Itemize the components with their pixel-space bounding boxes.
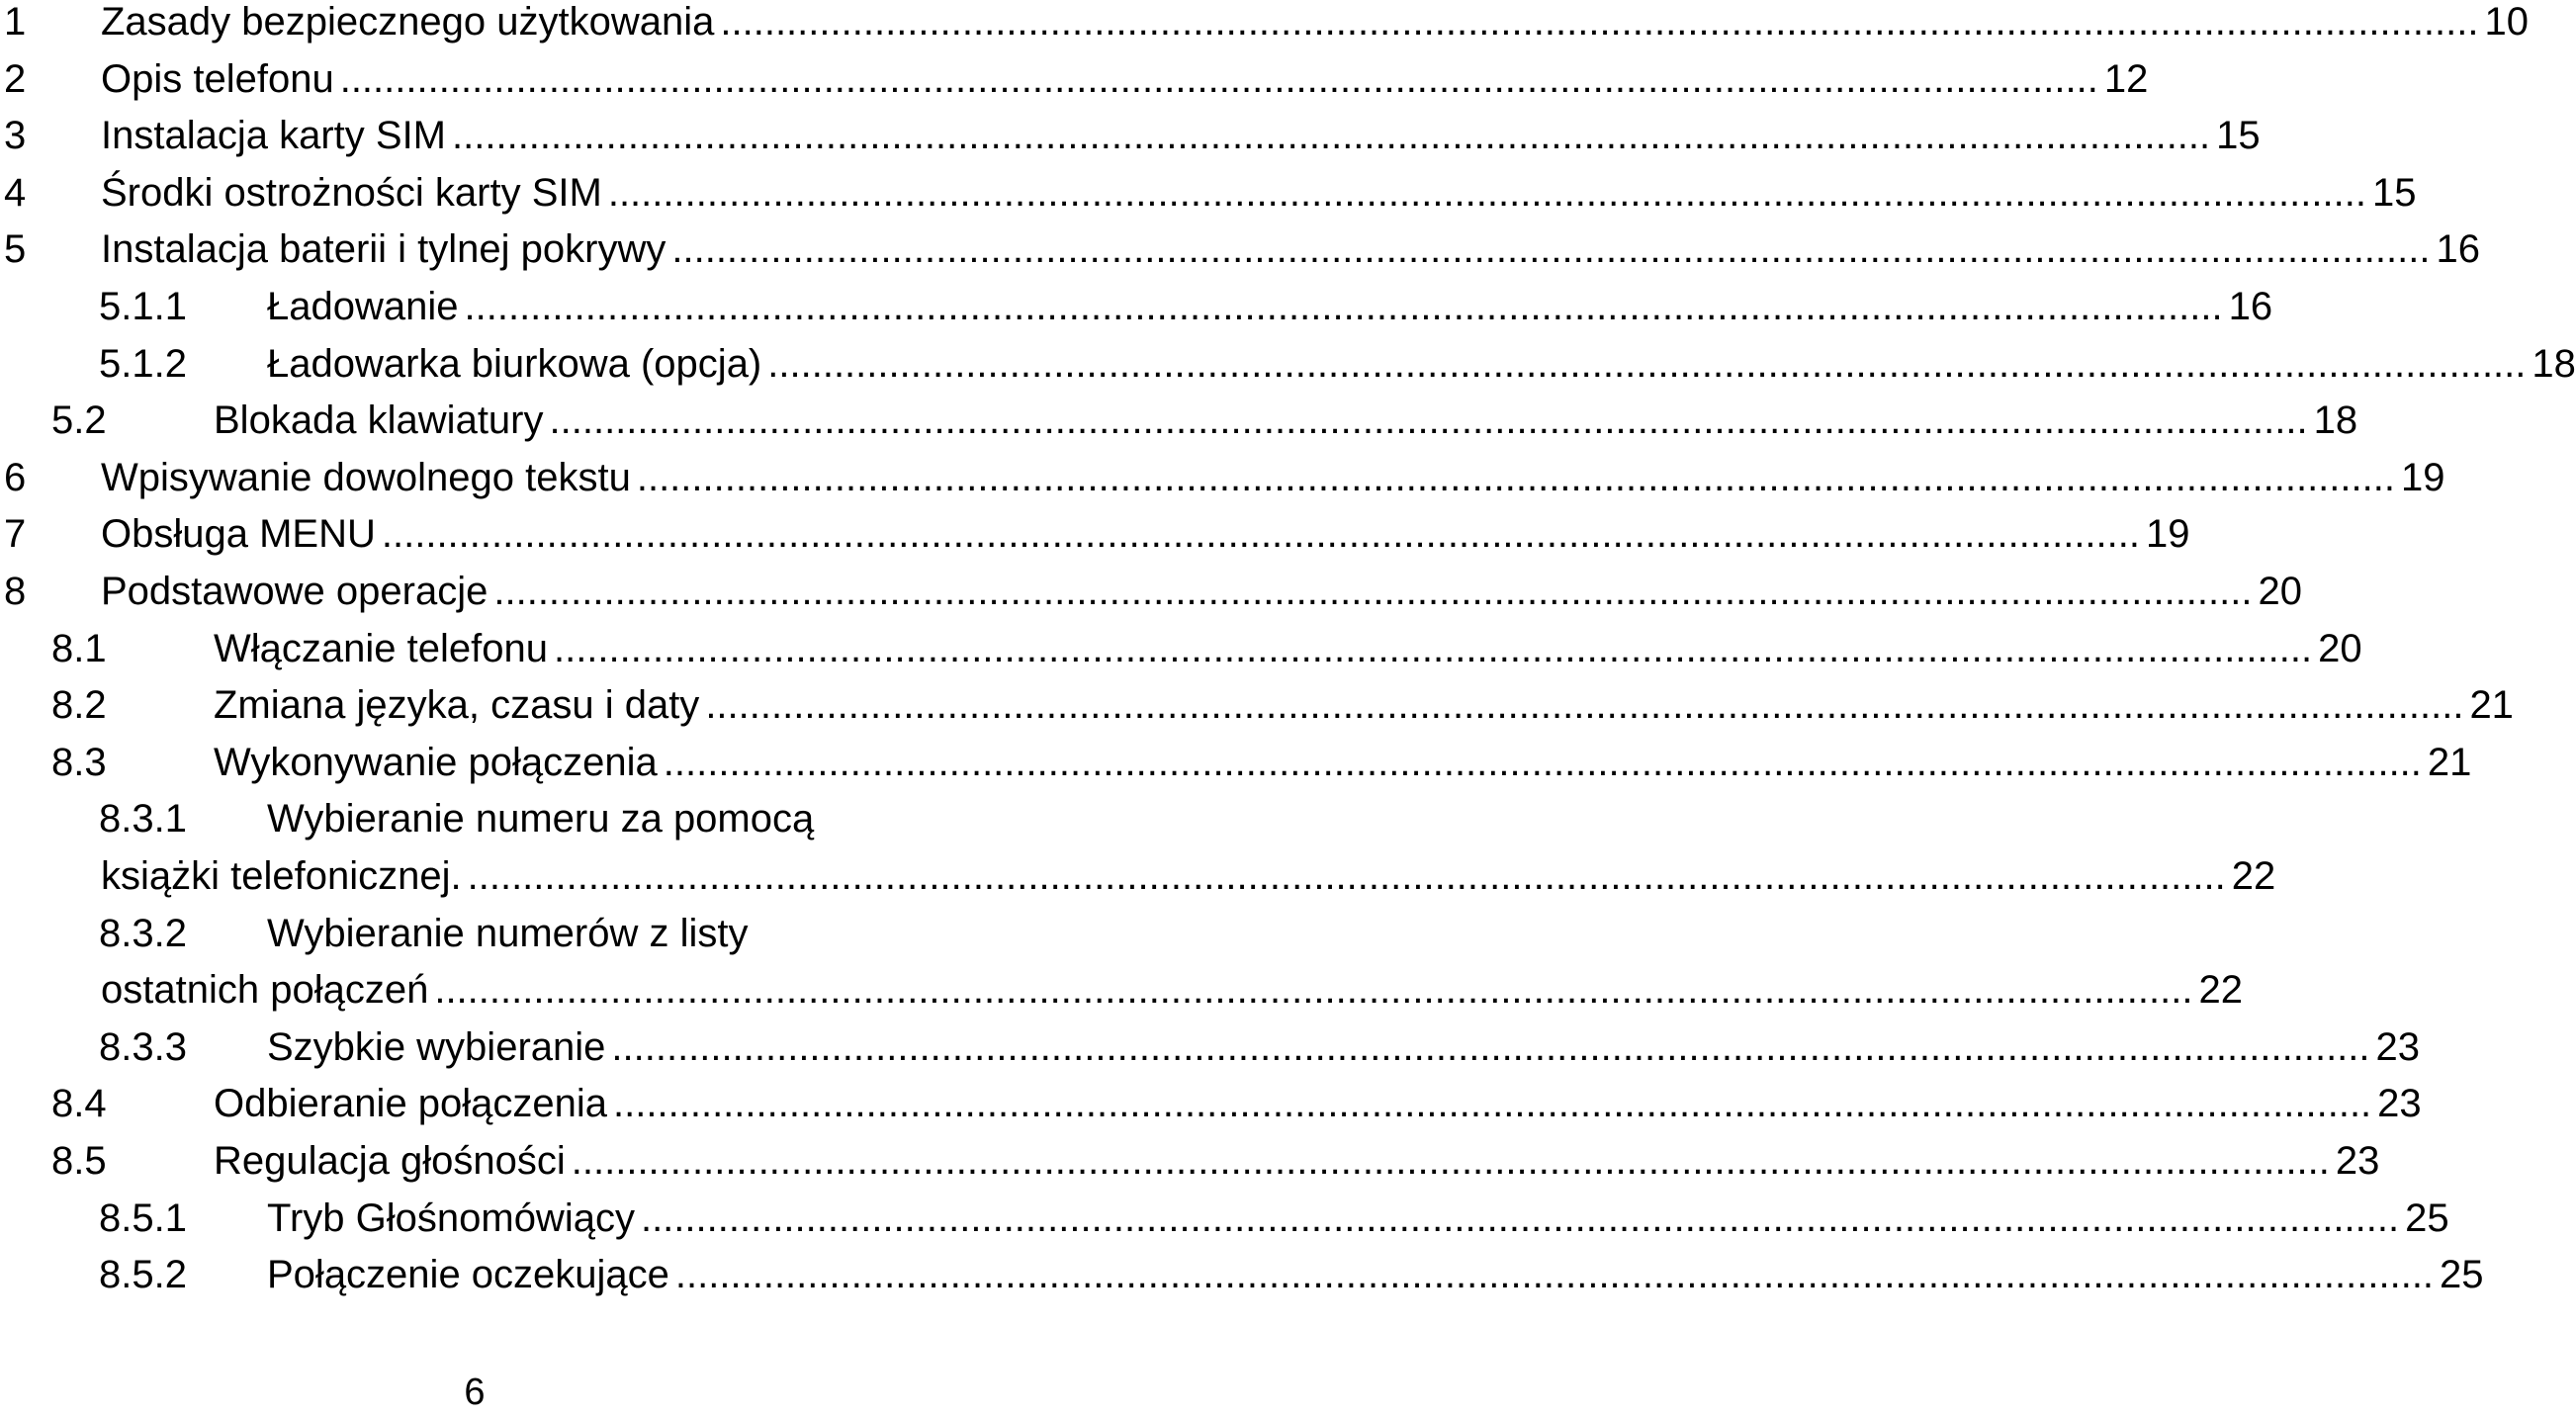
toc-entry-link[interactable]: [101, 0, 2529, 50]
toc-page-number: 22: [2231, 854, 2276, 898]
toc-entry-link[interactable]: [214, 621, 2362, 677]
toc-entry-number: 6: [4, 455, 27, 499]
toc-entry-number: 3: [4, 114, 27, 158]
toc-line-continuation: [0, 848, 2276, 905]
toc-entry-title: Środki ostrożności karty SIM: [101, 170, 602, 215]
toc-line: [0, 279, 2273, 335]
toc-entry-number: 8.2: [51, 683, 107, 728]
toc-page-number: 16: [2228, 285, 2273, 328]
toc-line-continuation: [0, 962, 2243, 1018]
toc-line: [0, 735, 2472, 791]
toc-line: [0, 506, 2190, 563]
toc-leader-dots: ................................................................................................................................................................: [381, 512, 2140, 557]
toc-line: [0, 1019, 2421, 1076]
toc-line: [0, 621, 2362, 677]
toc-leader-dots: ................................................................................................................................................................: [464, 285, 2223, 328]
toc-entry-title: Ładowarka biurkowa (opcja): [267, 341, 762, 386]
toc-leader-dots: ................................................................................................................................................................: [607, 170, 2366, 215]
toc-page-number: 25: [2405, 1196, 2449, 1240]
toc-entry-title: Odbieranie połączenia: [214, 1082, 608, 1126]
toc-leader-dots: ................................................................................................................................................................: [549, 399, 2308, 443]
toc-entry-number: 8.5: [51, 1139, 107, 1183]
toc-entry-link[interactable]: [101, 51, 2149, 108]
toc-leader-dots: ................................................................................................................................................................: [339, 56, 2098, 101]
toc-leader-dots: ................................................................................................................................................................: [720, 0, 2479, 44]
toc-entry-number: 5.2: [51, 399, 107, 443]
toc-leader-dots: ................................................................................................................................................................: [671, 227, 2431, 272]
toc-leader-dots: ................................................................................................................................................................: [767, 341, 2527, 386]
toc-entry-link[interactable]: [214, 1133, 2380, 1190]
toc-entry-link[interactable]: [101, 165, 2417, 221]
toc-entry-link[interactable]: [101, 564, 2302, 620]
toc-page-number: 20: [2318, 626, 2362, 670]
toc-entry-number: 8.3.2: [99, 911, 187, 955]
toc-line: [0, 1133, 2380, 1190]
toc-leader-dots: ................................................................................................................................................................: [434, 968, 2193, 1013]
toc-leader-dots: ................................................................................................................................................................: [636, 455, 2395, 499]
toc-entry-link[interactable]: [214, 1076, 2422, 1132]
toc-page-number: 18: [2532, 341, 2576, 386]
toc-entry-title: Podstawowe operacje: [101, 570, 489, 613]
toc-entry-link[interactable]: [267, 279, 2273, 335]
toc-entry-link[interactable]: [101, 848, 2276, 905]
toc-entry-title: Włączanie telefonu: [214, 626, 548, 670]
toc-leader-dots: ................................................................................................................................................................: [705, 683, 2464, 728]
toc-line: [0, 1076, 2422, 1132]
toc-page-number: 12: [2103, 56, 2149, 101]
toc-page-number: 22: [2198, 968, 2243, 1013]
toc-page-number: 23: [2375, 1024, 2421, 1069]
toc-leader-dots: ................................................................................................................................................................: [553, 626, 2313, 670]
toc-page-number: 23: [2335, 1139, 2380, 1183]
toc-entry-link[interactable]: [101, 506, 2190, 563]
toc-entry-number: 5.1.2: [99, 341, 187, 386]
toc-leader-dots: ................................................................................................................................................................: [493, 570, 2253, 613]
toc-line: [0, 450, 2445, 506]
toc-entry-number: 1: [4, 0, 27, 44]
toc-entry-number: 2: [4, 56, 27, 101]
toc-line: [0, 1247, 2484, 1303]
toc-page-number: 23: [2377, 1082, 2422, 1126]
toc-page-number: 21: [2427, 740, 2472, 784]
toc-leader-dots: ................................................................................................................................................................: [663, 740, 2422, 784]
toc-page-number: 25: [2440, 1253, 2484, 1297]
toc-entry-number: 8.5.2: [99, 1253, 187, 1297]
toc-entry-number: 8.3.1: [99, 797, 187, 841]
toc-entry-number: 5.1.1: [99, 285, 187, 328]
toc-entry-title: Wpisywanie dowolnego tekstu: [101, 455, 631, 499]
toc-page-number: 19: [2146, 512, 2190, 557]
toc-entry-link[interactable]: [267, 336, 2576, 393]
toc-entry-title: Wybieranie numeru za pomocą: [267, 797, 815, 841]
toc-entry-number: 8.3.3: [99, 1024, 187, 1069]
toc-entry-number: 8.1: [51, 626, 107, 670]
toc-line: [0, 336, 2576, 393]
toc-entry-title: Ładowanie: [267, 285, 459, 328]
toc-entry-link[interactable]: [214, 393, 2358, 449]
toc-entry-title: Zmiana języka, czasu i daty: [214, 683, 700, 728]
toc-entry-title: ostatnich połączeń: [101, 968, 429, 1013]
toc-line: [0, 791, 949, 847]
toc-entry-number: 8.4: [51, 1082, 107, 1126]
toc-page-number: 15: [2216, 114, 2261, 158]
toc-entry-title: Obsługa MENU: [101, 512, 376, 557]
toc-line: [0, 1191, 2449, 1247]
toc-entry-title: książki telefonicznej.: [101, 854, 462, 898]
toc-line: [0, 51, 2149, 108]
toc-page-number: 18: [2313, 399, 2358, 443]
toc-entry-number: 4: [4, 170, 27, 215]
toc-entry-link[interactable]: [214, 677, 2514, 734]
toc-entry-title: Regulacja głośności: [214, 1139, 566, 1183]
toc-entry-link[interactable]: [267, 1191, 2449, 1247]
toc-page-number: 19: [2400, 455, 2445, 499]
toc-leader-dots: ................................................................................................................................................................: [611, 1024, 2370, 1069]
toc-entry-link[interactable]: [101, 108, 2261, 164]
toc-page-number: 10: [2484, 0, 2529, 44]
toc-entry-number: 7: [4, 512, 27, 557]
toc-leader-dots: ................................................................................................................................................................: [640, 1196, 2400, 1240]
toc-leader-dots: ................................................................................................................................................................: [613, 1082, 2372, 1126]
toc-entry-title: Blokada klawiatury: [214, 399, 544, 443]
toc-page-number: 21: [2469, 683, 2514, 728]
toc-entry-title: Szybkie wybieranie: [267, 1024, 606, 1069]
toc-entry-title: Połączenie oczekujące: [267, 1253, 669, 1297]
page-number: 6: [464, 1372, 486, 1413]
toc-leader-dots: ................................................................................................................................................................: [571, 1139, 2330, 1183]
toc-entry-number: 8.3: [51, 740, 107, 784]
toc-entry-number: 8: [4, 570, 27, 613]
toc-page-number: 20: [2258, 570, 2302, 613]
toc-entry-link[interactable]: [101, 450, 2445, 506]
toc-line: [0, 165, 2417, 221]
toc-line: [0, 221, 2480, 278]
toc-line: [0, 906, 949, 962]
toc-entry-link[interactable]: [267, 1247, 2484, 1303]
toc-line: [0, 677, 2514, 734]
toc-page-number: 16: [2436, 227, 2480, 272]
toc-entry-link[interactable]: [214, 735, 2472, 791]
toc-line: [0, 108, 2261, 164]
toc-entry-title: Instalacja karty SIM: [101, 114, 447, 158]
toc-entry-link[interactable]: [267, 1019, 2421, 1076]
toc-leader-dots: ................................................................................................................................................................: [467, 854, 2226, 898]
toc-entry-number: 5: [4, 227, 27, 272]
toc-entry-title: Zasady bezpiecznego użytkowania: [101, 0, 715, 44]
toc-entry-link[interactable]: [101, 221, 2480, 278]
toc-entry-title: Wykonywanie połączenia: [214, 740, 658, 784]
toc-leader-dots: ................................................................................................................................................................: [452, 114, 2211, 158]
toc-entry-link[interactable]: [101, 962, 2243, 1018]
toc-entry-title: Wybieranie numerów z listy: [267, 911, 749, 955]
toc-page-number: 15: [2371, 170, 2417, 215]
toc-entry-title: Opis telefonu: [101, 56, 334, 101]
toc-entry-title: Tryb Głośnomówiący: [267, 1196, 635, 1240]
toc-line: [0, 0, 2529, 50]
toc-line: [0, 393, 2358, 449]
toc-line: [0, 564, 2302, 620]
toc-entry-number: 8.5.1: [99, 1196, 187, 1240]
toc-leader-dots: ................................................................................................................................................................: [674, 1253, 2435, 1297]
toc-entry-title: Instalacja baterii i tylnej pokrywy: [101, 227, 666, 272]
